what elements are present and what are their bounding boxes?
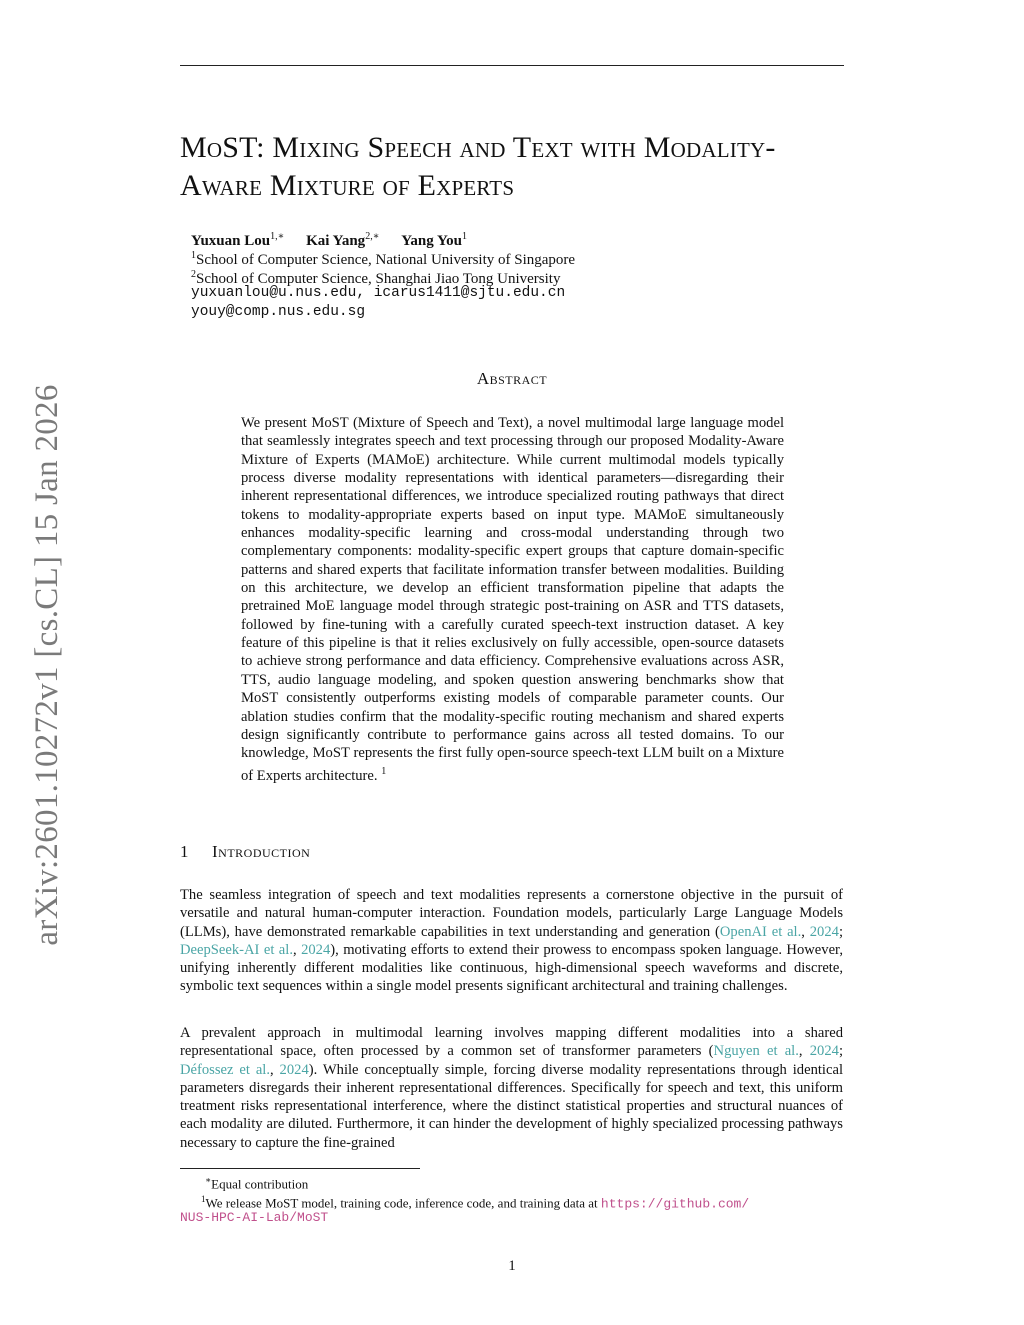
author-affil-mark: 1,∗ (270, 231, 285, 242)
author-emails[interactable]: youy@comp.nus.edu.sg (191, 304, 366, 320)
affiliation-text: School of Computer Science, Shanghai Jiao Tong University (196, 271, 561, 287)
citation-link[interactable]: 2024 (809, 923, 839, 940)
citation-link[interactable]: DeepSeek-AI et al. (180, 941, 293, 958)
author-name: Kai Yang (306, 233, 366, 249)
author-name: Yang You (401, 233, 462, 249)
author-name: Yuxuan Lou (191, 233, 271, 249)
footnote-text: We release MoST model, training code, inference code, and training data at (205, 1195, 601, 1211)
body-paragraph: A prevalent approach in multimodal learning involves mapping different modalities into a shared representational space, often processed by a common set of transformer parameters (Nguyen et al., 2024; Défossez et al., 2024). While conceptually simple, forcing diverse modality representations through identical parameters disregards their inherent representational differences. Specifically for speech and text, this uniform treatment risks representational interference, where the distinct statistical properties and structural nuances of each modality are diluted. Furthermore, it can hinder the development of highly specialized processing pathways necessary to capture the fine-grained (180, 1025, 843, 1151)
citation-link[interactable]: Nguyen et al. (713, 1043, 799, 1060)
arxiv-identifier: arXiv:2601.10272v1 [cs.CL] 15 Jan 2026 (29, 384, 65, 946)
footnote (205, 1172, 869, 1192)
citation-link[interactable]: 2024 (301, 941, 331, 958)
abstract-body (241, 414, 784, 785)
affiliation-mark: 2 (191, 269, 196, 280)
affiliation-mark: 1 (191, 250, 196, 261)
title-line-2: Aware Mixture of Experts (180, 169, 515, 202)
footnote-rule (180, 1168, 420, 1169)
author-emails[interactable]: yuxuanlou@u.nus.edu, icarus1411@sjtu.edu.cn (191, 285, 566, 301)
section-title: Introduction (212, 842, 311, 861)
paragraph-text: ). While conceptually simple, forcing diverse modality representations through identical parameters disregards their inherent representational differences. Specifically for speech and text, this uniform treatment risks representational interference, where the distinct statistical properties and structural nuances of each modality are diluted. Furthermore, it can hinder the development of highly specialized processing pathways necessary to capture the fine-grained (180, 1061, 843, 1151)
paragraph-text: A prevalent approach in multimodal learning involves mapping different modalities into a shared representational space, often processed by a common set of transformer parameters ( (180, 1025, 843, 1060)
footnote-text: Equal contribution (211, 1176, 309, 1192)
affiliation-text: School of Computer Science, National University of Singapore (196, 252, 576, 268)
citation-link[interactable]: 2024 (809, 1043, 839, 1060)
abstract-text: We present MoST (Mixture of Speech and Text), a novel multimodal large language model that seamlessly integrates speech and text processing through our proposed Modality-Aware Mixture of Experts (MAMoE) architecture. While current multimodal models typically process diverse modality representations with identical parameters—disregarding their inherent representational differences, we introduce specialized routing pathways that direct tokens to modality-appropriate experts based on input type. MAMoE simultaneously enhances modality-specific learning and cross-modal understanding through two complementary components: modality-specific expert groups that capture domain-specific patterns and shared experts that facilitate information transfer between modalities. Building on this architecture, we develop an efficient transformation pipeline that adapts the pretrained MoE language model through strategic post-training on ASR and TTS datasets, followed by fine-tuning with a carefully curated speech-text instruction dataset. A key feature of this pipeline is that it relies exclusively on fully accessible, open-source datasets to achieve strong performance and data efficiency. Comprehensive evaluations across ASR, TTS, audio language modeling, and spoken question answering benchmarks show that MoST consistently outperforms existing models of comparable parameter counts. Our ablation studies confirm that the modality-specific routing mechanism and shared experts design significantly contribute to performance gains across all tested domains. To our knowledge, MoST represents the first fully open-source speech-text LLM built on a Mixture of Experts architecture. (241, 415, 784, 784)
title-line-1: MoST: Mixing Speech and Text with Modality- (180, 131, 776, 164)
paper-title (180, 129, 860, 205)
citation-link[interactable]: Défossez et al. (180, 1061, 270, 1078)
abstract-heading: Abstract (476, 369, 548, 388)
body-paragraph: The seamless integration of speech and text modalities represents a cornerstone objective in the pursuit of versatile and natural human-computer interaction. Foundation models, particularly Large Language Models (LLMs), have demonstrated remarkable capabilities in text understanding and generation (OpenAI et al., 2024; DeepSeek-AI et al., 2024), motivating efforts to extend their prowess to encompass spoken language. However, unifying inherently different modalities like continuous, high-dimensional speech waveforms and discrete, symbolic text sequences within a single model presents significant architectural and training challenges. (180, 887, 843, 995)
section-number: 1 (180, 842, 189, 861)
section-heading (180, 842, 310, 862)
top-rule (180, 65, 844, 66)
citation-link[interactable]: 2024 (279, 1061, 309, 1078)
author-affil-mark: 1 (461, 231, 467, 242)
repository-link[interactable]: NUS-HPC-AI-Lab/MoST (180, 1210, 329, 1225)
paragraph-text: ), motivating efforts to extend their prowess to encompass spoken language. However, unifying inherently different modalities like continuous, high-dimensional speech waveforms and discrete, symbolic text sequences within a single model presents significant architectural and training challenges. (180, 941, 843, 995)
citation-link[interactable]: OpenAI et al. (719, 923, 802, 940)
footnote-mark: 1 (201, 1194, 206, 1204)
page-number: 1 (508, 1258, 516, 1274)
footnote-mark: ∗ (205, 1175, 212, 1185)
footnote-mark[interactable]: 1 (381, 765, 387, 777)
repository-link[interactable]: https://github.com/ (600, 1196, 750, 1212)
author-affil-mark: 2,∗ (365, 231, 380, 242)
paragraph-text: The seamless integration of speech and text modalities represents a cornerstone objective in the pursuit of versatile and natural human-computer interaction. Foundation models, particularly Large Language Models (LLMs), have demonstrated remarkable capabilities in text understanding and generation ( (180, 887, 843, 940)
